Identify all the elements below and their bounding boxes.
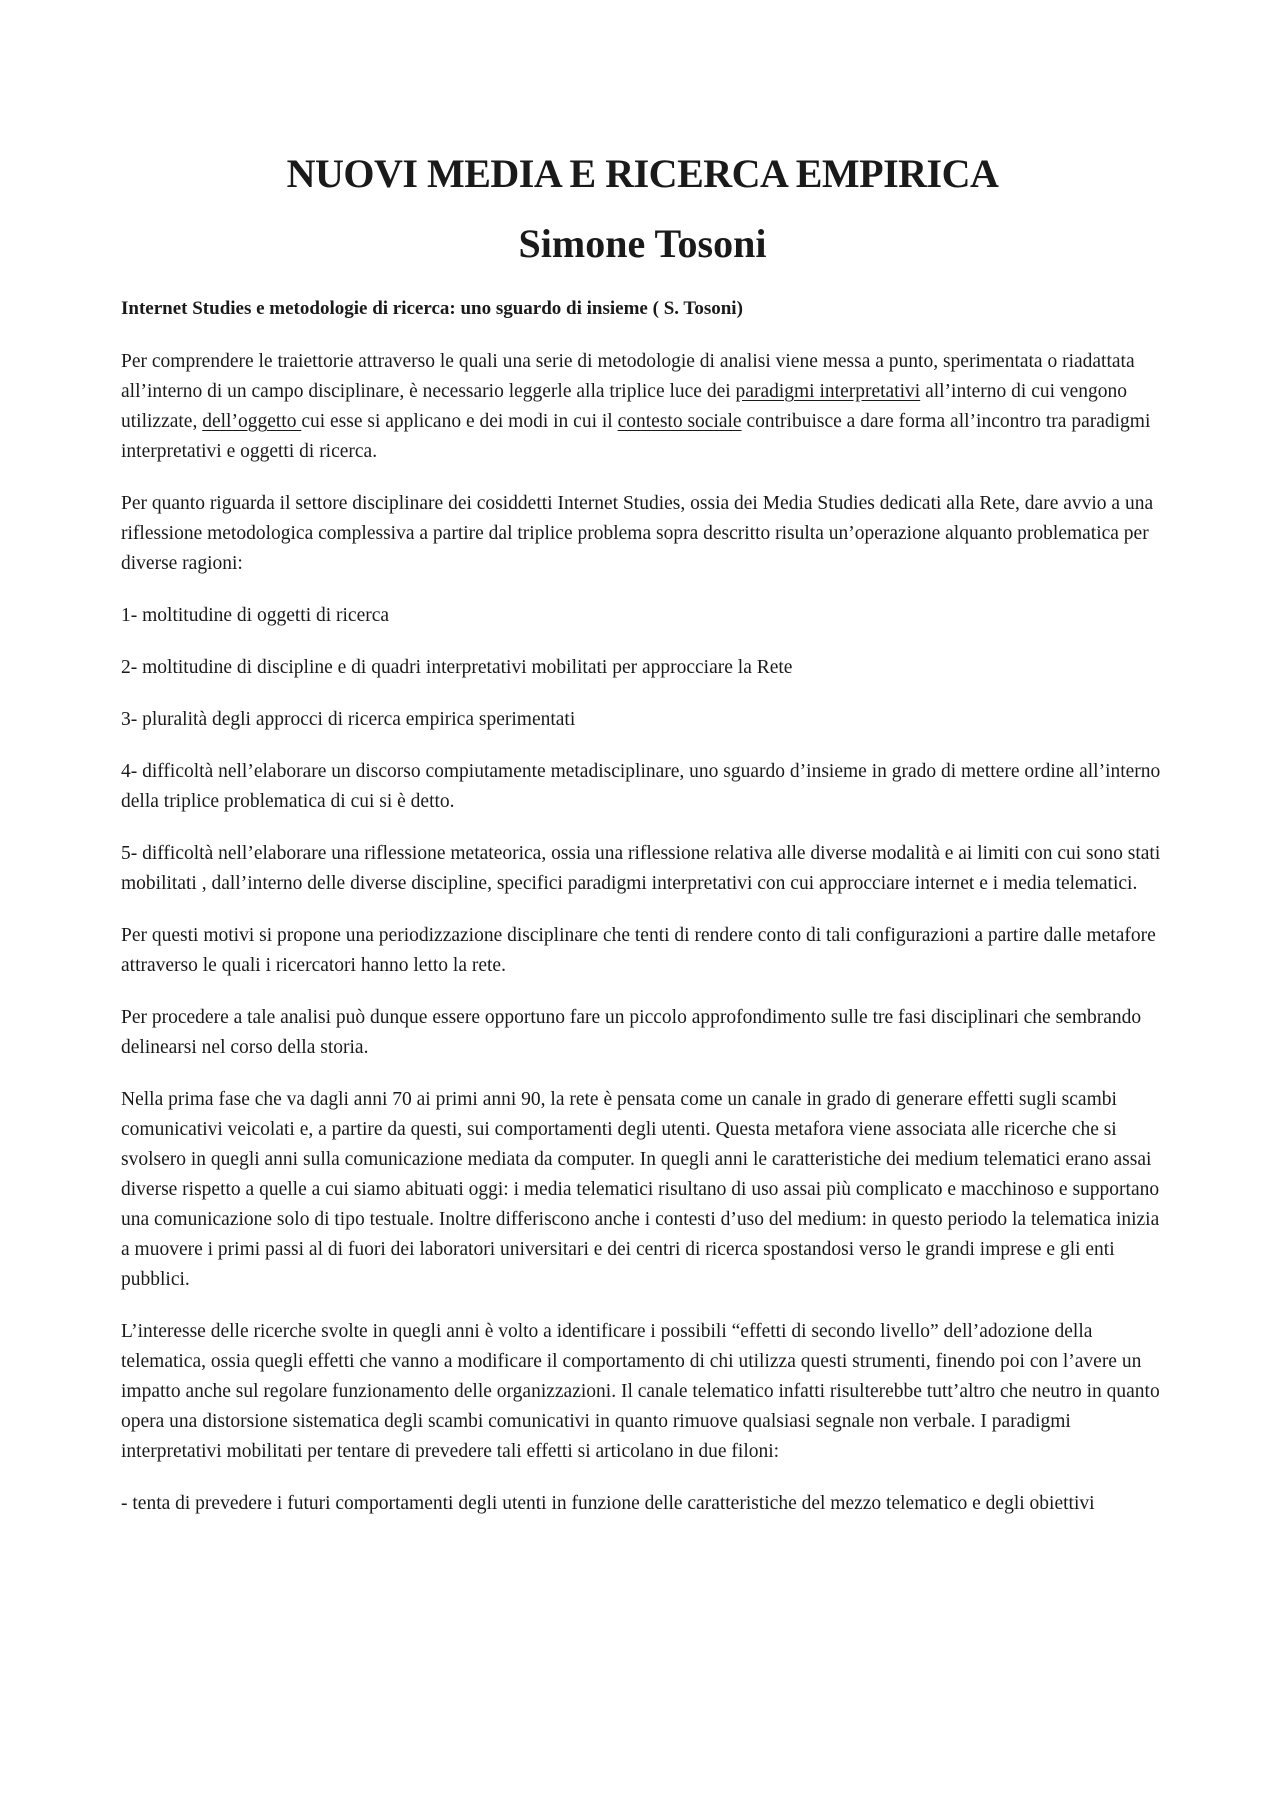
intro-text-3: cui esse si applicano e dei modi in cui il xyxy=(301,411,618,432)
list-item-1: 1- moltitudine di oggetti di ricerca xyxy=(121,605,390,626)
underlined-term-paradigmi: paradigmi interpretativi xyxy=(735,381,921,402)
section-heading: Internet Studies e metodologie di ricerca: uno sguardo di insieme ( S. Tosoni) xyxy=(121,298,743,319)
paragraph-tre-fasi: Per procedere a tale analisi può dunque essere opportuno fare un piccolo approfondimento sulle tre fasi disciplinari che sembrando delinearsi nel corso della storia. xyxy=(121,1007,1142,1058)
document-author: Simone Tosoni xyxy=(518,221,767,266)
list-item-4: 4- difficoltà nell’elaborare un discorso compiutamente metadisciplinare, uno sguardo d’insieme in grado di mettere ordine all’interno della triplice problematica di cui si è detto. xyxy=(121,761,1161,812)
document-title: NUOVI MEDIA E RICERCA EMPIRICA xyxy=(286,151,999,196)
paragraph-internet-studies: Per quanto riguarda il settore disciplinare dei cosiddetti Internet Studies, ossia dei Media Studies dedicati alla Rete, dare avvio a una riflessione metodologica complessiva a partire dal triplice problema sopra descritto risulta un’operazione alquanto problematica per diverse ragioni: xyxy=(121,493,1154,574)
paragraph-prima-fase: Nella prima fase che va dagli anni 70 ai primi anni 90, la rete è pensata come un canale in grado di generare effetti sugli scambi comunicativi veicolati e, a partire da questi, sui comportamenti degli utenti. Questa metafora viene associata alle ricerche che si svolsero in quegli anni sulla comunicazione mediata da computer. In quegli anni le caratteristiche dei medium telematici erano assai diverse rispetto a quelle a cui siamo abituati oggi: i media telematici risultano di uso assai più complicato e macchinoso e supportano una comunicazione solo di tipo testuale. Inoltre differiscono anche i contesti d’uso del medium: in questo periodo la telematica inizia a muovere i primi passi al di fuori dei laboratori universitari e dei centri di ricerca spostandosi verso le grandi imprese e gli enti pubblici. xyxy=(121,1089,1160,1290)
intro-text-2: all’interno di cui vengono utilizzate, xyxy=(121,381,1128,432)
list-item-3: 3- pluralità degli approcci di ricerca empirica sperimentati xyxy=(121,709,576,730)
underlined-term-oggetto: dell’oggetto xyxy=(202,411,302,432)
list-item-5: 5- difficoltà nell’elaborare una riflessione metateorica, ossia una riflessione relativa alle diverse modalità e ai limiti con cui sono stati mobilitati , dall’interno delle diverse discipline, specifici paradigmi interpretativi con cui approcciare internet e i media telematici. xyxy=(121,843,1161,894)
list-item-2: 2- moltitudine di discipline e di quadri interpretativi mobilitati per approcciare la Rete xyxy=(121,657,793,678)
intro-text-4: contribuisce a dare forma all’incontro tra paradigmi interpretativi e oggetti di ricerca. xyxy=(121,411,1151,462)
paragraph-effetti-secondo-livello: L’interesse delle ricerche svolte in quegli anni è volto a identificare i possibili “effetti di secondo livello” dell’adozione della telematica, ossia quegli effetti che vanno a modificare il comportamento di chi utilizza questi strumenti, finendo poi con l’avere un impatto anche sul regolare funzionamento delle organizzazioni. Il canale telematico infatti risulterebbe tutt’altro che neutro in quanto opera una distorsione sistematica degli scambi comunicativi in quanto rimuove qualsiasi segnale non verbale. I paradigmi interpretativi mobilitati per tentare di prevedere tali effetti si articolano in due filoni: xyxy=(121,1321,1160,1462)
underlined-term-contesto: contesto sociale xyxy=(617,411,742,432)
paragraph-filone-1: - tenta di prevedere i futuri comportamenti degli utenti in funzione delle caratteristiche del mezzo telematico e degli obiettivi xyxy=(121,1493,1095,1514)
intro-paragraph xyxy=(121,347,1164,467)
intro-text-1: Per comprendere le traiettorie attraverso le quali una serie di metodologie di analisi viene messa a punto, sperimentata o riadattata all’interno di un campo disciplinare, è necessario leggerle alla triplice luce dei xyxy=(121,351,1135,402)
paragraph-periodizzazione: Per questi motivi si propone una periodizzazione disciplinare che tenti di rendere conto di tali configurazioni a partire dalle metafore attraverso le quali i ricercatori hanno letto la rete. xyxy=(121,925,1156,976)
document-page xyxy=(121,150,1164,1519)
